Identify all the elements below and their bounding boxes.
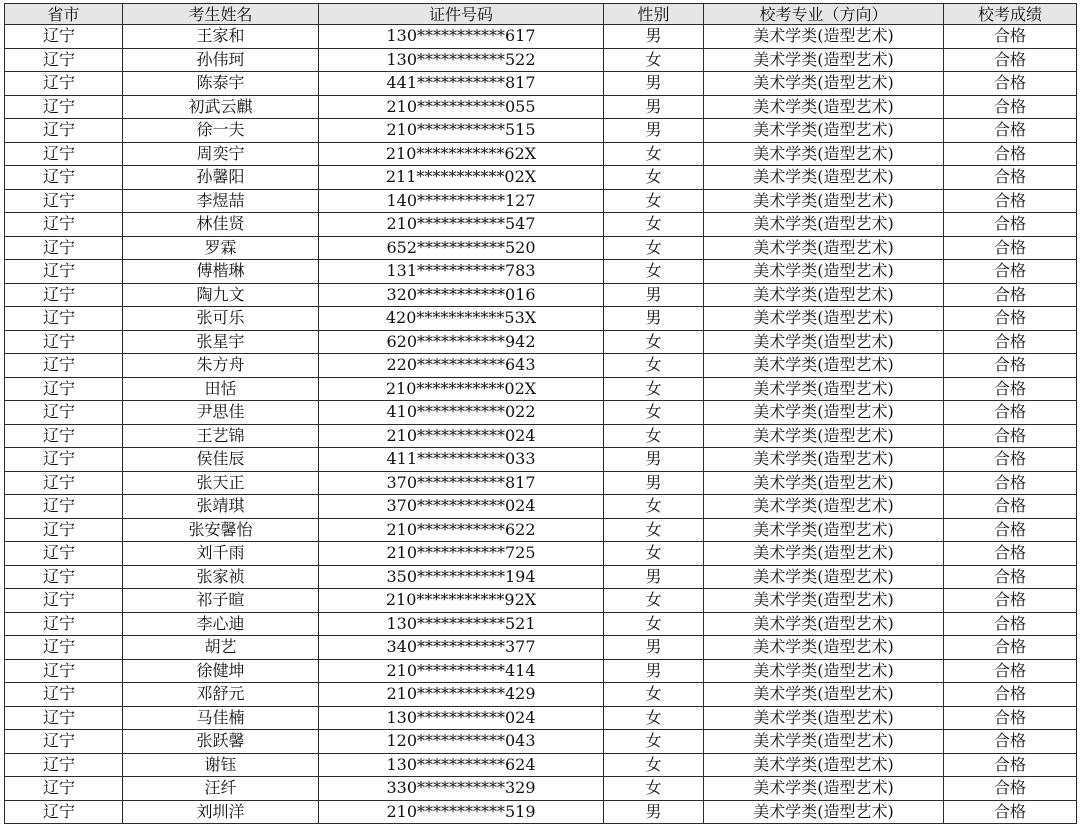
cell-id-number: 441***********817: [319, 72, 604, 96]
cell-result: 合格: [944, 283, 1077, 307]
cell-result: 合格: [944, 730, 1077, 754]
table-row: [5, 612, 1077, 636]
cell-result: 合格: [944, 471, 1077, 495]
cell-province: 辽宁: [5, 706, 123, 730]
cell-province: 辽宁: [5, 95, 123, 119]
cell-province: 辽宁: [5, 612, 123, 636]
cell-major: 美术学类(造型艺术): [704, 706, 944, 730]
cell-major: 美术学类(造型艺术): [704, 542, 944, 566]
cell-result: 合格: [944, 354, 1077, 378]
table-row: [5, 518, 1077, 542]
cell-gender: 女: [604, 518, 704, 542]
cell-province: 辽宁: [5, 401, 123, 425]
cell-name: 陈泰宇: [123, 72, 319, 96]
cell-gender: 女: [604, 753, 704, 777]
table-row: [5, 72, 1077, 96]
cell-id-number: 210***********429: [319, 683, 604, 707]
cell-gender: 男: [604, 565, 704, 589]
cell-result: 合格: [944, 307, 1077, 331]
cell-id-number: 130***********522: [319, 48, 604, 72]
cell-gender: 女: [604, 730, 704, 754]
cell-gender: 男: [604, 307, 704, 331]
cell-gender: 男: [604, 119, 704, 143]
cell-gender: 女: [604, 683, 704, 707]
cell-result: 合格: [944, 424, 1077, 448]
cell-name: 汪纤: [123, 777, 319, 801]
cell-id-number: 131***********783: [319, 260, 604, 284]
cell-name: 罗霖: [123, 236, 319, 260]
cell-name: 刘圳洋: [123, 800, 319, 824]
cell-id-number: 140***********127: [319, 189, 604, 213]
cell-name: 张安馨怡: [123, 518, 319, 542]
cell-major: 美术学类(造型艺术): [704, 283, 944, 307]
cell-result: 合格: [944, 119, 1077, 143]
header-province: 省市: [5, 4, 123, 25]
table-row: [5, 166, 1077, 190]
cell-province: 辽宁: [5, 448, 123, 472]
cell-result: 合格: [944, 495, 1077, 519]
cell-gender: 女: [604, 189, 704, 213]
cell-gender: 女: [604, 213, 704, 237]
table-row: [5, 377, 1077, 401]
cell-id-number: 411***********033: [319, 448, 604, 472]
header-row: [5, 4, 1077, 25]
table-row: [5, 213, 1077, 237]
cell-id-number: 620***********942: [319, 330, 604, 354]
cell-gender: 女: [604, 377, 704, 401]
cell-major: 美术学类(造型艺术): [704, 354, 944, 378]
cell-province: 辽宁: [5, 354, 123, 378]
cell-major: 美术学类(造型艺术): [704, 659, 944, 683]
cell-id-number: 210***********62X: [319, 142, 604, 166]
cell-province: 辽宁: [5, 119, 123, 143]
cell-name: 尹思佳: [123, 401, 319, 425]
cell-major: 美术学类(造型艺术): [704, 166, 944, 190]
cell-name: 田恬: [123, 377, 319, 401]
cell-province: 辽宁: [5, 330, 123, 354]
cell-name: 祁子暄: [123, 589, 319, 613]
cell-gender: 男: [604, 659, 704, 683]
table-row: [5, 565, 1077, 589]
cell-gender: 女: [604, 166, 704, 190]
cell-result: 合格: [944, 48, 1077, 72]
header-result: 校考成绩: [944, 4, 1077, 25]
cell-id-number: 220***********643: [319, 354, 604, 378]
cell-result: 合格: [944, 95, 1077, 119]
cell-name: 初武云麒: [123, 95, 319, 119]
cell-result: 合格: [944, 706, 1077, 730]
cell-name: 张可乐: [123, 307, 319, 331]
cell-major: 美术学类(造型艺术): [704, 213, 944, 237]
cell-major: 美术学类(造型艺术): [704, 307, 944, 331]
cell-name: 王家和: [123, 25, 319, 49]
table-row: [5, 753, 1077, 777]
cell-result: 合格: [944, 777, 1077, 801]
cell-province: 辽宁: [5, 377, 123, 401]
cell-id-number: 211***********02X: [319, 166, 604, 190]
cell-id-number: 210***********519: [319, 800, 604, 824]
cell-result: 合格: [944, 166, 1077, 190]
cell-result: 合格: [944, 260, 1077, 284]
cell-province: 辽宁: [5, 730, 123, 754]
cell-id-number: 340***********377: [319, 636, 604, 660]
cell-id-number: 130***********521: [319, 612, 604, 636]
cell-major: 美术学类(造型艺术): [704, 119, 944, 143]
cell-major: 美术学类(造型艺术): [704, 448, 944, 472]
cell-gender: 女: [604, 542, 704, 566]
cell-id-number: 330***********329: [319, 777, 604, 801]
cell-id-number: 130***********624: [319, 753, 604, 777]
cell-gender: 女: [604, 424, 704, 448]
cell-major: 美术学类(造型艺术): [704, 25, 944, 49]
table-row: [5, 95, 1077, 119]
cell-id-number: 320***********016: [319, 283, 604, 307]
table-row: [5, 236, 1077, 260]
cell-province: 辽宁: [5, 48, 123, 72]
cell-province: 辽宁: [5, 471, 123, 495]
cell-gender: 女: [604, 48, 704, 72]
cell-id-number: 210***********024: [319, 424, 604, 448]
cell-id-number: 210***********547: [319, 213, 604, 237]
cell-province: 辽宁: [5, 189, 123, 213]
cell-gender: 女: [604, 330, 704, 354]
cell-name: 林佳贤: [123, 213, 319, 237]
cell-gender: 女: [604, 612, 704, 636]
cell-major: 美术学类(造型艺术): [704, 753, 944, 777]
cell-result: 合格: [944, 589, 1077, 613]
cell-result: 合格: [944, 25, 1077, 49]
cell-major: 美术学类(造型艺术): [704, 800, 944, 824]
table-row: [5, 683, 1077, 707]
table-row: [5, 142, 1077, 166]
cell-major: 美术学类(造型艺术): [704, 683, 944, 707]
cell-province: 辽宁: [5, 495, 123, 519]
cell-name: 李煜喆: [123, 189, 319, 213]
table-row: [5, 48, 1077, 72]
table-row: [5, 260, 1077, 284]
cell-major: 美术学类(造型艺术): [704, 142, 944, 166]
cell-province: 辽宁: [5, 236, 123, 260]
cell-id-number: 410***********022: [319, 401, 604, 425]
table-row: [5, 189, 1077, 213]
cell-province: 辽宁: [5, 307, 123, 331]
cell-gender: 女: [604, 142, 704, 166]
cell-major: 美术学类(造型艺术): [704, 589, 944, 613]
cell-province: 辽宁: [5, 683, 123, 707]
cell-name: 胡艺: [123, 636, 319, 660]
table-row: [5, 636, 1077, 660]
cell-province: 辽宁: [5, 213, 123, 237]
cell-result: 合格: [944, 330, 1077, 354]
cell-major: 美术学类(造型艺术): [704, 72, 944, 96]
cell-id-number: 130***********024: [319, 706, 604, 730]
cell-major: 美术学类(造型艺术): [704, 777, 944, 801]
cell-gender: 男: [604, 448, 704, 472]
cell-result: 合格: [944, 518, 1077, 542]
cell-gender: 女: [604, 777, 704, 801]
table-row: [5, 471, 1077, 495]
cell-major: 美术学类(造型艺术): [704, 424, 944, 448]
cell-province: 辽宁: [5, 753, 123, 777]
table-row: [5, 119, 1077, 143]
cell-name: 徐一夫: [123, 119, 319, 143]
cell-gender: 女: [604, 495, 704, 519]
cell-name: 谢钰: [123, 753, 319, 777]
cell-name: 刘千雨: [123, 542, 319, 566]
header-id-number: 证件号码: [319, 4, 604, 25]
cell-result: 合格: [944, 683, 1077, 707]
table-row: [5, 706, 1077, 730]
table-row: [5, 448, 1077, 472]
cell-result: 合格: [944, 401, 1077, 425]
table-row: [5, 589, 1077, 613]
cell-major: 美术学类(造型艺术): [704, 260, 944, 284]
cell-result: 合格: [944, 213, 1077, 237]
table-row: [5, 354, 1077, 378]
cell-province: 辽宁: [5, 72, 123, 96]
cell-province: 辽宁: [5, 777, 123, 801]
cell-major: 美术学类(造型艺术): [704, 401, 944, 425]
cell-id-number: 350***********194: [319, 565, 604, 589]
cell-province: 辽宁: [5, 25, 123, 49]
table-row: [5, 730, 1077, 754]
cell-name: 张家祯: [123, 565, 319, 589]
cell-name: 李心迪: [123, 612, 319, 636]
cell-id-number: 370***********024: [319, 495, 604, 519]
cell-result: 合格: [944, 72, 1077, 96]
cell-major: 美术学类(造型艺术): [704, 518, 944, 542]
cell-gender: 男: [604, 800, 704, 824]
header-name: 考生姓名: [123, 4, 319, 25]
cell-gender: 女: [604, 236, 704, 260]
cell-result: 合格: [944, 448, 1077, 472]
cell-major: 美术学类(造型艺术): [704, 565, 944, 589]
cell-id-number: 210***********515: [319, 119, 604, 143]
cell-id-number: 210***********92X: [319, 589, 604, 613]
cell-major: 美术学类(造型艺术): [704, 495, 944, 519]
cell-province: 辽宁: [5, 800, 123, 824]
cell-id-number: 370***********817: [319, 471, 604, 495]
cell-result: 合格: [944, 189, 1077, 213]
cell-result: 合格: [944, 800, 1077, 824]
cell-province: 辽宁: [5, 166, 123, 190]
table-row: [5, 401, 1077, 425]
cell-gender: 女: [604, 260, 704, 284]
cell-province: 辽宁: [5, 636, 123, 660]
cell-name: 张天正: [123, 471, 319, 495]
cell-result: 合格: [944, 636, 1077, 660]
cell-province: 辽宁: [5, 542, 123, 566]
cell-gender: 男: [604, 72, 704, 96]
cell-gender: 女: [604, 706, 704, 730]
cell-id-number: 210***********02X: [319, 377, 604, 401]
cell-id-number: 210***********622: [319, 518, 604, 542]
table-row: [5, 542, 1077, 566]
cell-result: 合格: [944, 142, 1077, 166]
cell-province: 辽宁: [5, 283, 123, 307]
cell-gender: 男: [604, 95, 704, 119]
cell-name: 孙馨阳: [123, 166, 319, 190]
cell-province: 辽宁: [5, 424, 123, 448]
cell-result: 合格: [944, 659, 1077, 683]
cell-major: 美术学类(造型艺术): [704, 48, 944, 72]
cell-id-number: 210***********055: [319, 95, 604, 119]
cell-result: 合格: [944, 236, 1077, 260]
header-major: 校考专业（方向）: [704, 4, 944, 25]
cell-province: 辽宁: [5, 589, 123, 613]
cell-major: 美术学类(造型艺术): [704, 471, 944, 495]
table-row: [5, 283, 1077, 307]
cell-id-number: 120***********043: [319, 730, 604, 754]
cell-province: 辽宁: [5, 659, 123, 683]
cell-province: 辽宁: [5, 260, 123, 284]
cell-id-number: 210***********725: [319, 542, 604, 566]
cell-name: 朱方舟: [123, 354, 319, 378]
cell-id-number: 130***********617: [319, 25, 604, 49]
cell-major: 美术学类(造型艺术): [704, 377, 944, 401]
results-table: [4, 3, 1077, 824]
cell-name: 邓舒元: [123, 683, 319, 707]
cell-name: 侯佳辰: [123, 448, 319, 472]
cell-major: 美术学类(造型艺术): [704, 189, 944, 213]
table-row: [5, 659, 1077, 683]
table-row: [5, 800, 1077, 824]
cell-major: 美术学类(造型艺术): [704, 636, 944, 660]
cell-major: 美术学类(造型艺术): [704, 612, 944, 636]
cell-province: 辽宁: [5, 565, 123, 589]
cell-result: 合格: [944, 565, 1077, 589]
cell-result: 合格: [944, 753, 1077, 777]
table-row: [5, 777, 1077, 801]
cell-major: 美术学类(造型艺术): [704, 330, 944, 354]
cell-name: 张跃馨: [123, 730, 319, 754]
cell-name: 傅楷琳: [123, 260, 319, 284]
cell-result: 合格: [944, 377, 1077, 401]
cell-name: 张靖琪: [123, 495, 319, 519]
cell-id-number: 210***********414: [319, 659, 604, 683]
table-body: [5, 25, 1077, 824]
cell-major: 美术学类(造型艺术): [704, 730, 944, 754]
cell-gender: 男: [604, 636, 704, 660]
cell-name: 陶九文: [123, 283, 319, 307]
cell-name: 孙伟珂: [123, 48, 319, 72]
cell-result: 合格: [944, 612, 1077, 636]
cell-gender: 男: [604, 283, 704, 307]
table-row: [5, 307, 1077, 331]
cell-province: 辽宁: [5, 518, 123, 542]
cell-gender: 女: [604, 354, 704, 378]
cell-province: 辽宁: [5, 142, 123, 166]
table-row: [5, 495, 1077, 519]
cell-name: 马佳楠: [123, 706, 319, 730]
table-row: [5, 424, 1077, 448]
cell-gender: 女: [604, 401, 704, 425]
cell-name: 王艺锦: [123, 424, 319, 448]
table-row: [5, 25, 1077, 49]
header-gender: 性别: [604, 4, 704, 25]
cell-id-number: 652***********520: [319, 236, 604, 260]
cell-name: 周奕宁: [123, 142, 319, 166]
cell-gender: 女: [604, 589, 704, 613]
cell-name: 徐健坤: [123, 659, 319, 683]
cell-result: 合格: [944, 542, 1077, 566]
cell-major: 美术学类(造型艺术): [704, 236, 944, 260]
cell-gender: 男: [604, 25, 704, 49]
cell-name: 张星宇: [123, 330, 319, 354]
cell-id-number: 420***********53X: [319, 307, 604, 331]
cell-gender: 男: [604, 471, 704, 495]
table-row: [5, 330, 1077, 354]
cell-major: 美术学类(造型艺术): [704, 95, 944, 119]
table-header: [5, 4, 1077, 25]
